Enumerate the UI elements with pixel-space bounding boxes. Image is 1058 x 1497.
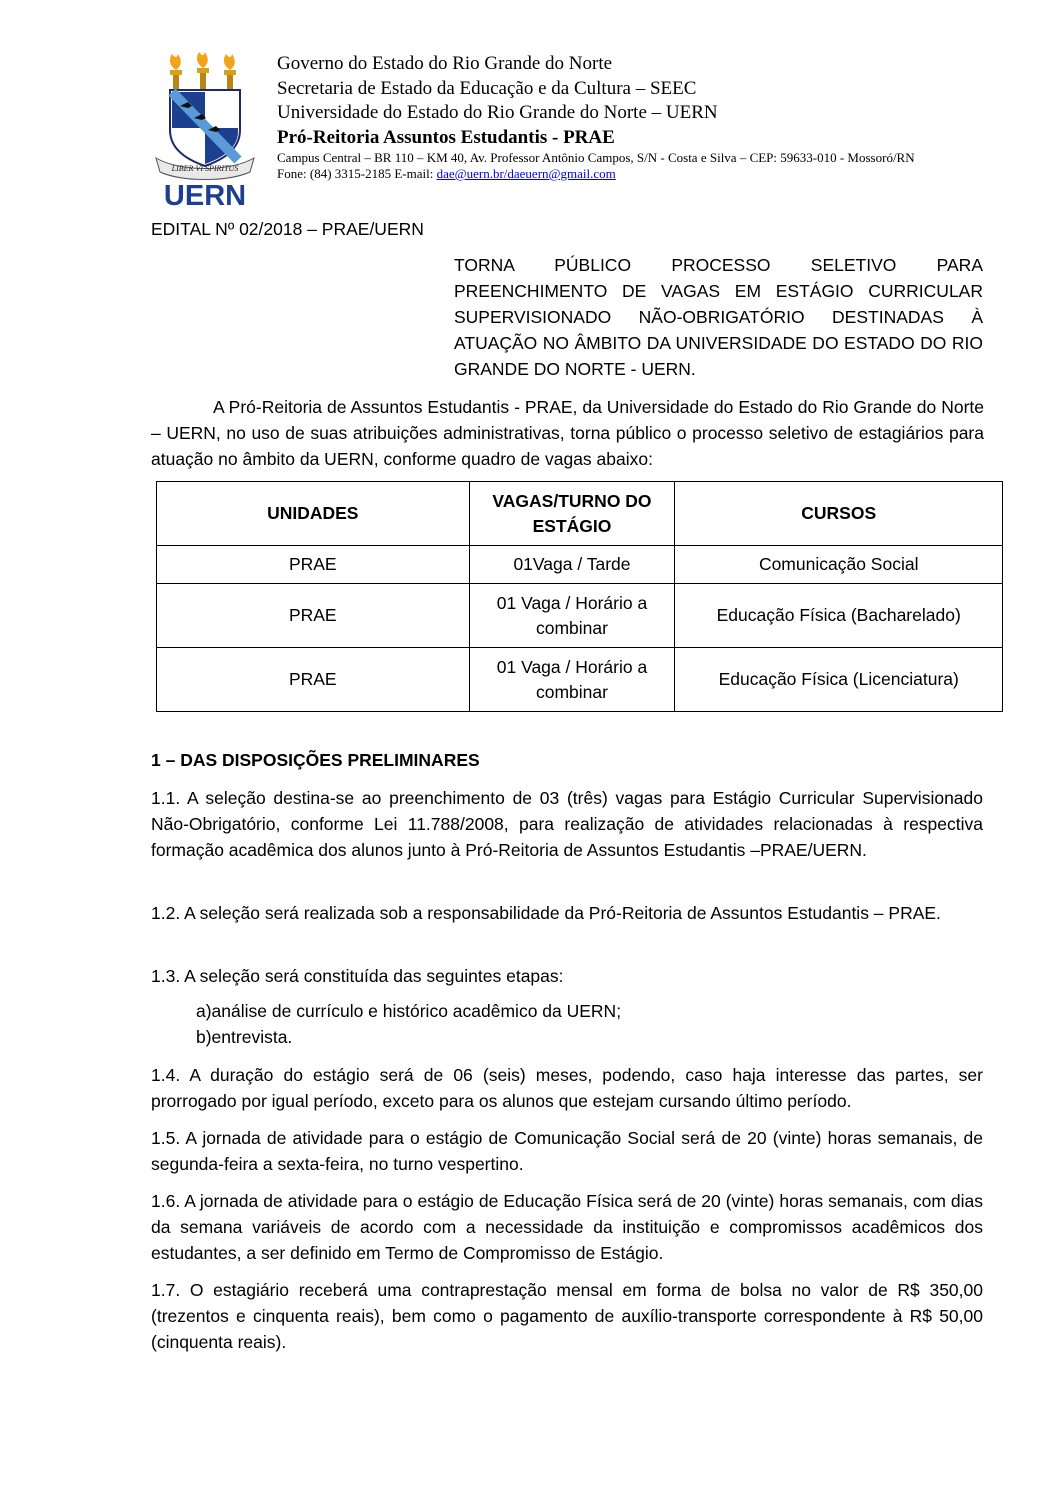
torch-icon <box>170 54 182 93</box>
edital-number: EDITAL Nº 02/2018 – PRAE/UERN <box>151 219 424 239</box>
cell-unidade: PRAE <box>157 546 470 584</box>
cell-curso: Educação Física (Licenciatura) <box>675 648 1003 712</box>
cell-vaga: 01Vaga / Tarde <box>469 546 675 584</box>
cell-curso: Comunicação Social <box>675 546 1003 584</box>
paragraph-1-3: 1.3. A seleção será constituída das seguintes etapas: <box>151 966 564 986</box>
header-contact <box>277 166 915 182</box>
paragraph-1-1: 1.1. A seleção destina-se ao preenchimento de 03 (três) vagas para Estágio Curricular Supervisionado Não-Obrigatório, conforme Lei 11.788/2008, para realização de atividades relacionadas à respectiva formação acadêmica dos alunos junto à Pró-Reitoria de Assuntos Estudantis –PRAE/UERN. <box>151 788 983 860</box>
cell-vaga: 01 Vaga / Horário a combinar <box>469 648 675 712</box>
col-header-vagas: VAGAS/TURNO DO ESTÁGIO <box>469 482 675 546</box>
cell-unidade: PRAE <box>157 648 470 712</box>
header-university: Universidade do Estado do Rio Grande do Norte – UERN <box>277 102 718 123</box>
col-header-unidades: UNIDADES <box>157 482 470 546</box>
list-item: a)análise de currículo e histórico acadêmico da UERN; <box>196 1001 622 1021</box>
list-item: b)entrevista. <box>196 1027 293 1047</box>
logo-motto: LIBER VI SPIRITUS <box>171 164 239 173</box>
email-link[interactable]: dae@uern.br/daeuern@gmail.com <box>436 166 616 181</box>
letterhead <box>277 52 915 182</box>
paragraph-1-5: 1.5. A jornada de atividade para o estágio de Comunicação Social será de 20 (vinte) horas semanais, de segunda-feira a sexta-feira, no turno vespertino. <box>151 1128 983 1174</box>
table-row <box>157 584 1003 648</box>
paragraph-1-2: 1.2. A seleção será realizada sob a responsabilidade da Pró-Reitoria de Assuntos Estudantis – PRAE. <box>151 903 941 923</box>
logo-text: UERN <box>163 180 247 208</box>
cell-curso: Educação Física (Bacharelado) <box>675 584 1003 648</box>
intro-paragraph: A Pró-Reitoria de Assuntos Estudantis - PRAE, da Universidade do Estado do Rio Grande do Norte – UERN, no uso de suas atribuições administrativas, torna público o processo seletivo de estagiários para atuação no âmbito da UERN, conforme quadro de vagas abaixo: <box>151 397 984 469</box>
table-row <box>157 546 1003 584</box>
header-prae: Pró-Reitoria Assuntos Estudantis - PRAE <box>277 126 615 148</box>
vacancies-table <box>156 481 1003 712</box>
paragraph-1-4: 1.4. A duração do estágio será de 06 (seis) meses, podendo, caso haja interesse das partes, ser prorrogado por igual período, exceto para os alunos que estejam cursando último período. <box>151 1065 983 1111</box>
table-row <box>157 648 1003 712</box>
header-secretariat: Secretaria de Estado da Educação e da Cultura – SEEC <box>277 77 697 99</box>
cell-unidade: PRAE <box>157 584 470 648</box>
paragraph-1-6: 1.6. A jornada de atividade para o estágio de Educação Física será de 20 (vinte) horas semanais, com dias da semana variáveis de acordo com a necessidade da instituição e compromissos acadêmicos dos estudantes, a ser definido em Termo de Compromisso de Estágio. <box>151 1191 983 1263</box>
edital-summary: TORNA PÚBLICO PROCESSO SELETIVO PARA PREENCHIMENTO DE VAGAS EM ESTÁGIO CURRICULAR SUPERVISIONADO NÃO-OBRIGATÓRIO DESTINADAS À ATUAÇÃO NO ÂMBITO DA UNIVERSIDADE DO ESTADO DO RIO GRANDE DO NORTE - UERN. <box>454 255 983 379</box>
paragraph-1-7: 1.7. O estagiário receberá uma contraprestação mensal em forma de bolsa no valor de R$ 350,00 (trezentos e cinquenta reais), bem como o pagamento de auxílio-transporte correspondente à R$ 50,00 (cinquenta reais). <box>151 1280 983 1352</box>
col-header-cursos: CURSOS <box>675 482 1003 546</box>
table-header-row <box>157 482 1003 546</box>
section-heading: 1 – DAS DISPOSIÇÕES PRELIMINARES <box>151 750 480 770</box>
uern-logo <box>150 48 260 208</box>
cell-vaga: 01 Vaga / Horário a combinar <box>469 584 675 648</box>
header-government: Governo do Estado do Rio Grande do Norte <box>277 53 613 74</box>
header-address: Campus Central – BR 110 – KM 40, Av. Professor Antônio Campos, S/N - Costa e Silva – CEP: 59633-010 - Mossoró/RN <box>277 150 915 165</box>
header-phone: Fone: (84) 3315-2185 E-mail: <box>277 166 437 181</box>
